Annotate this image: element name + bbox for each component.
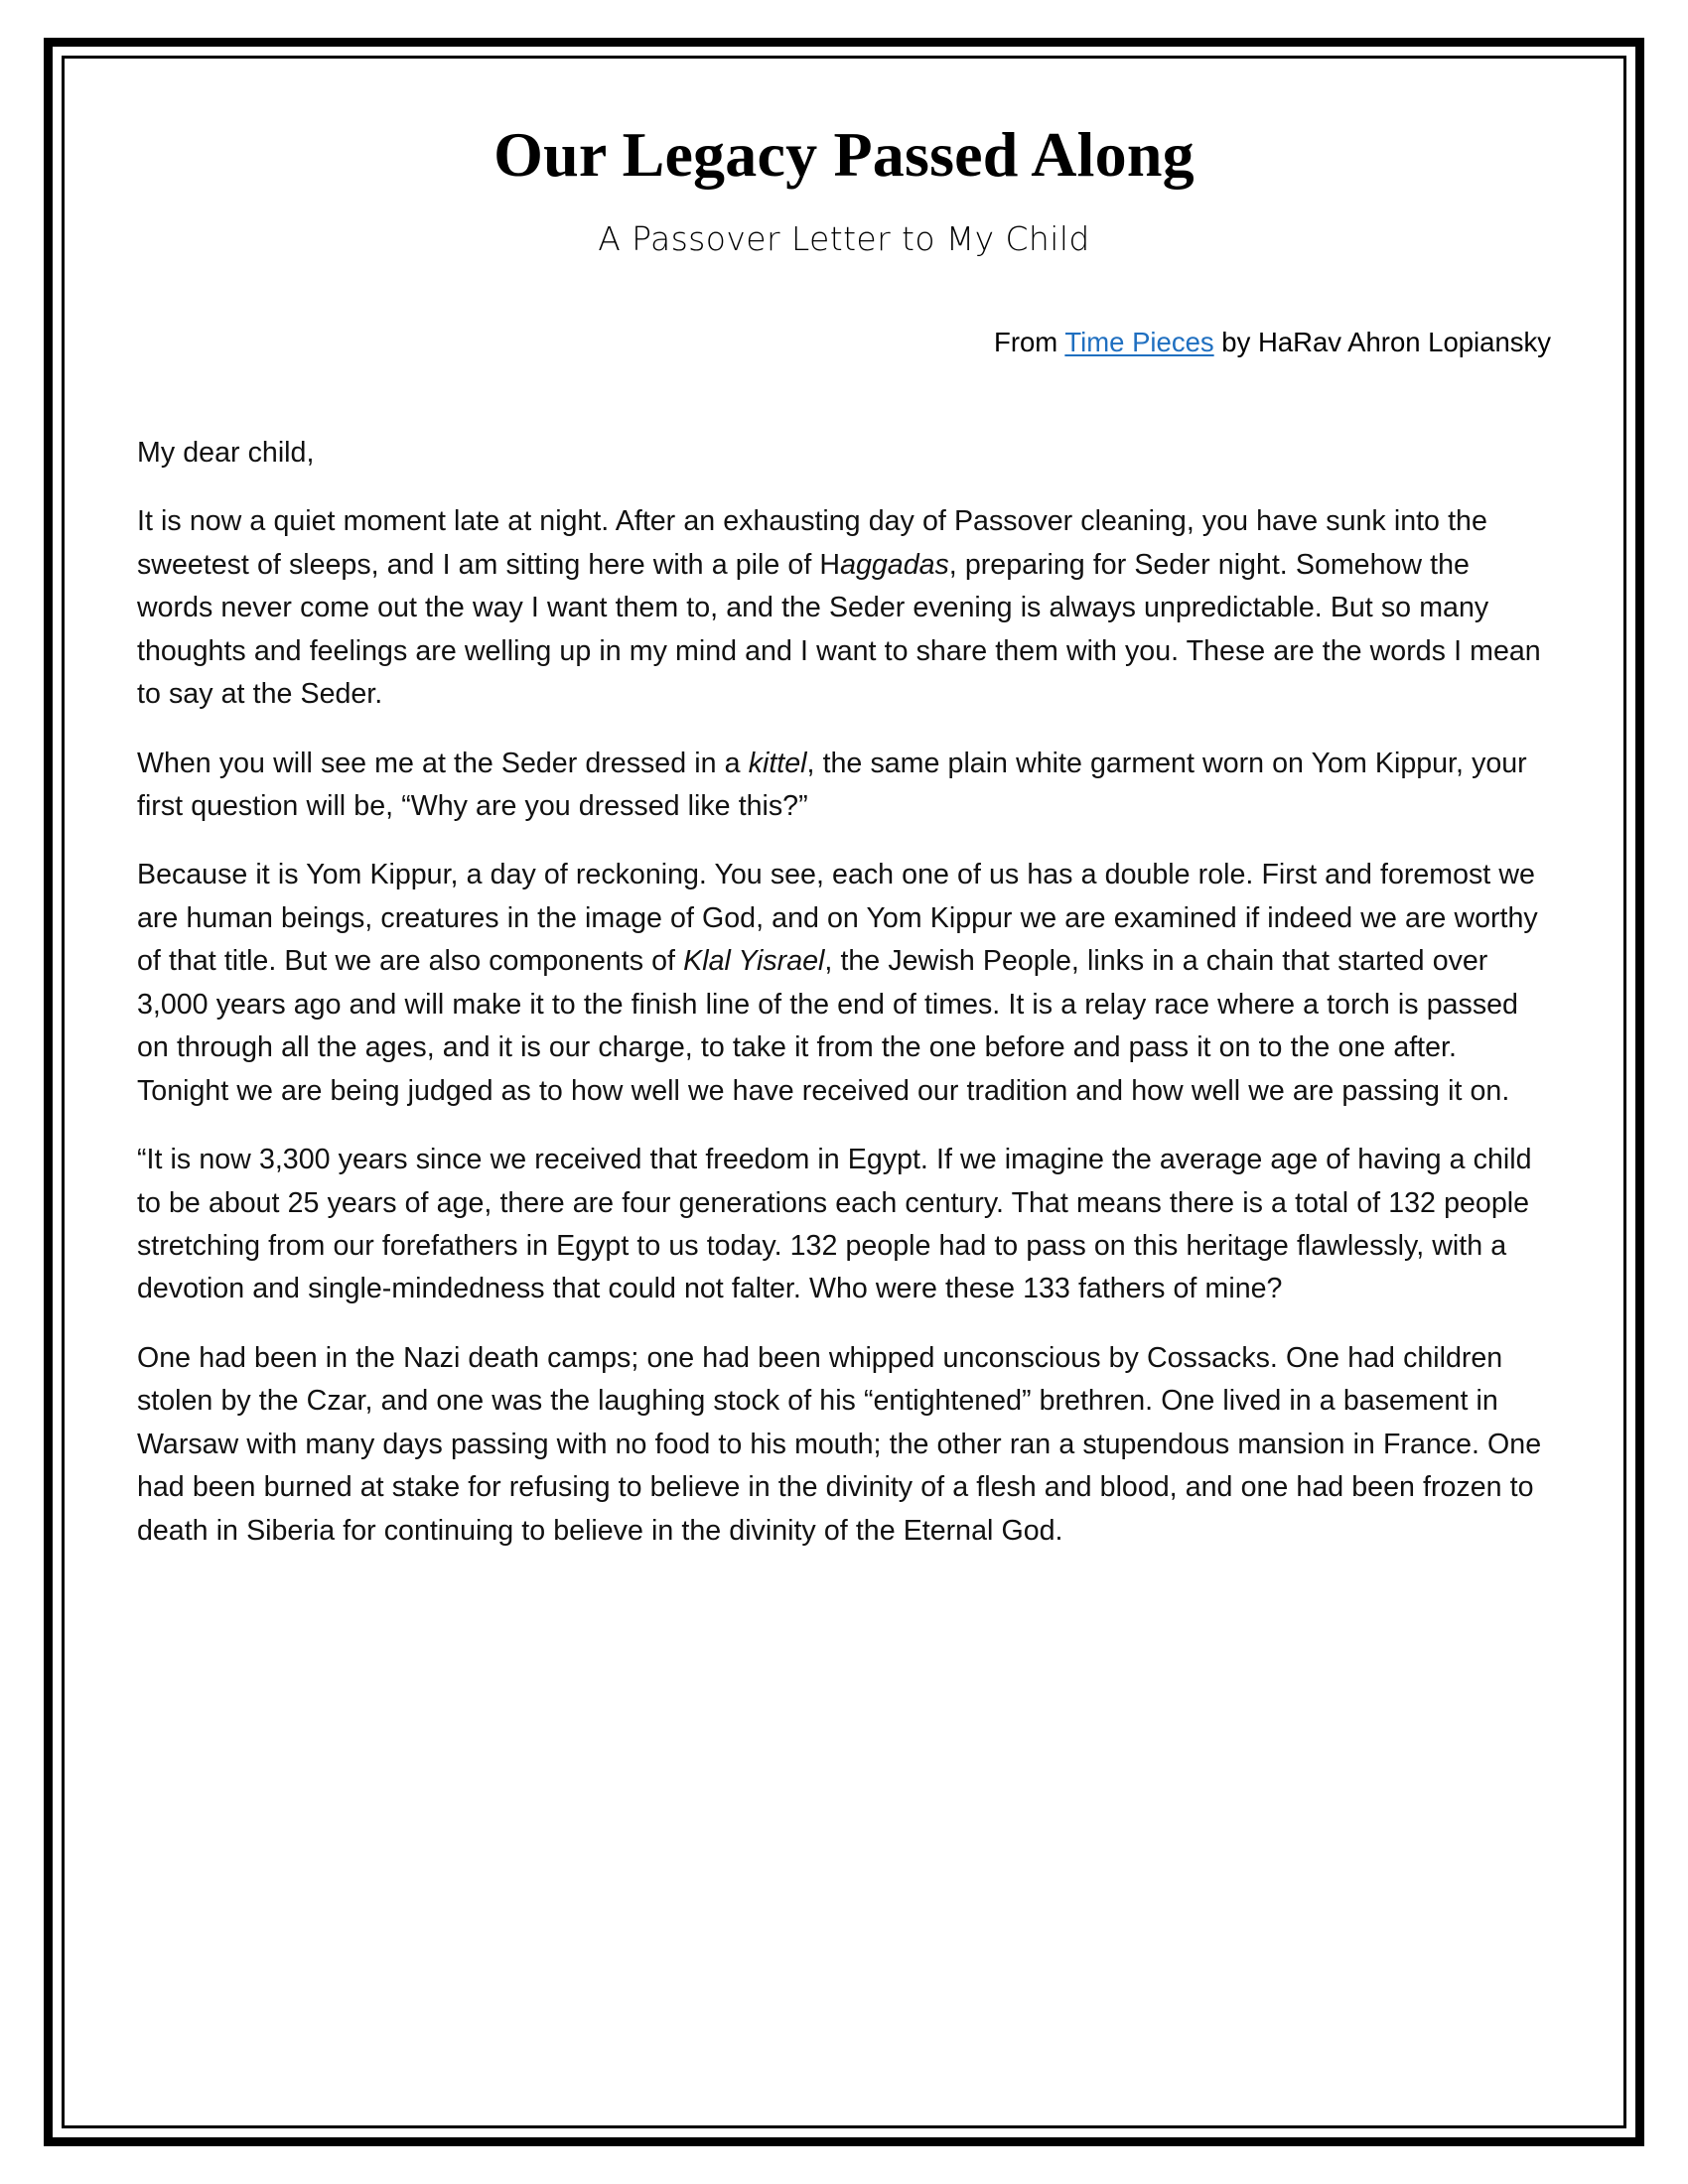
text-run: Because it is Yom Kippur, a day of reckoning. You see, each one of us has a double role. First and foremost we are human beings, creatures in the image of God, and on Yom Kippur we are examined if indeed we are worthy of that title. But we are also components of (137, 859, 1538, 978)
source-link[interactable]: Time Pieces (1064, 326, 1214, 357)
paragraph-p3 (137, 854, 1545, 1113)
text-run: One had been in the Nazi death camps; one had been whipped unconscious by Cossacks. One had children stolen by the Czar, and one was the laughing stock of his “entightened” brethren. One lived in a basement in Warsaw with many days passing with no food to his mouth; the other ran a stupendous mansion in France. One had been burned at stake for refusing to believe in the divinity of a flesh and blood, and one had been frozen to death in Siberia for continuing to believe in the divinity of the Eternal God. (137, 1341, 1542, 1547)
attribution-prefix: From (994, 326, 1065, 357)
text-run: , preparing for Seder night. Somehow the words never come out the way I want them to, and the Seder evening is always unpredictable. But so many thoughts and feelings are welling up in my mind and I want to share them with you. These are the words I mean to say at the Seder. (137, 548, 1541, 711)
text-run: , the same plain white garment worn on Yom Kippur, your first question will be, “Why are you dressed like this?” (137, 747, 1527, 822)
text-run: , the Jewish People, links in a chain that started over 3,000 years ago and will make it to the finish line of the end of times. It is a relay race where a torch is passed on through all the ages, and it is our charge, to take it from the one before and pass it on to the one after. Tonight we are being judged as to how well we have received our tradition and how well we are passing it on. (137, 945, 1518, 1107)
italic-term: kittel (748, 747, 807, 779)
italic-term: aggadas (840, 548, 949, 581)
attribution-line (133, 327, 1555, 358)
document-content (62, 56, 1626, 2128)
text-run: My dear child, (137, 436, 315, 469)
text-run: When you will see me at the Seder dressed in a (137, 747, 749, 779)
attribution-suffix: by HaRav Ahron Lopiansky (1213, 326, 1551, 357)
text-run: It is now a quiet moment late at night. After an exhausting day of Passover cleaning, you have sunk into the sweetest of sleeps, and I am sitting here with a pile of H (137, 505, 1487, 581)
paragraph-p2 (137, 743, 1545, 829)
paragraph-salutation (137, 432, 1545, 475)
paragraph-p1 (137, 500, 1545, 716)
page-title: Our Legacy Passed Along (493, 119, 1195, 190)
letter-body (133, 432, 1555, 1553)
page-subtitle: A Passover Letter to My Child (598, 219, 1090, 259)
paragraph-p4 (137, 1139, 1545, 1311)
italic-term: Klal Yisrael (683, 945, 825, 978)
text-run: “It is now 3,300 years since we received that freedom in Egypt. If we imagine the average age of having a child to be about 25 years of age, there are four generations each century. That means there is a total of 132 people stretching from our forefathers in Egypt to us today. 132 people had to pass on this heritage flawlessly, with a devotion and single-mindedness that could not falter. Who were these 133 fathers of mine? (137, 1144, 1532, 1305)
paragraph-p5 (137, 1337, 1545, 1553)
